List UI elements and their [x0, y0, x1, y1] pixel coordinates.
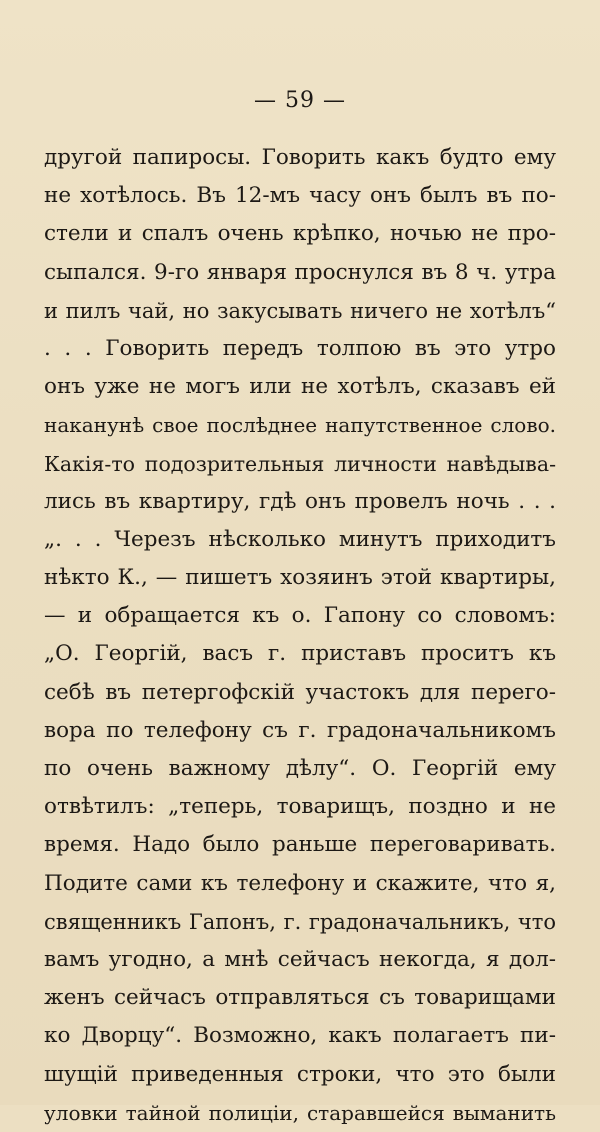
- text-line: себѣ въ петергофскій участокъ для перего-: [44, 679, 556, 705]
- text-line: ко Дворцу“. Возможно, какъ полагаетъ пи-: [44, 1023, 556, 1049]
- text-line: стели и спалъ очень крѣпко, ночью не про-: [44, 221, 556, 247]
- text-line: Подите сами къ телефону и скажите, что я,: [44, 870, 556, 896]
- text-line: сыпался. 9-го января проснулся въ 8 ч. утра: [44, 259, 556, 285]
- text-line: отвѣтилъ: „теперь, товарищъ, поздно и не: [44, 794, 556, 820]
- text-line: вамъ угодно, а мнѣ сейчасъ некогда, я дол-: [44, 946, 556, 972]
- body-text: [44, 139, 556, 1132]
- text-line: не хотѣлось. Въ 12-мъ часу онъ былъ въ по-: [44, 183, 556, 209]
- text-line: Какія-то подозрительныя личности навѣдыва-: [44, 451, 556, 476]
- text-line: шущій приведенныя строки, что это были: [44, 1061, 556, 1087]
- text-line: . . . Говорить передъ толпою въ это утро: [44, 335, 556, 361]
- text-line: священникъ Гапонъ, г. градоначальникъ, что: [44, 909, 556, 934]
- text-line: „О. Георгій, васъ г. приставъ проситъ къ: [44, 641, 556, 667]
- text-line: онъ уже не могъ или не хотѣлъ, сказавъ ей: [44, 374, 556, 400]
- text-line: время. Надо было раньше переговаривать.: [44, 832, 556, 858]
- page-number: — 59 —: [254, 88, 346, 113]
- text-line: уловки тайной полиціи, старавшейся выманить: [44, 1100, 556, 1125]
- text-line: другой папиросы. Говорить какъ будто ему: [44, 145, 556, 170]
- text-line: — и обращается къ о. Гапону со словомъ:: [44, 603, 556, 629]
- text-line: и пилъ чай, но закусывать ничего не хотѣлъ“: [44, 298, 556, 323]
- text-line: наканунѣ свое послѣднее напутственное слово.: [44, 413, 556, 438]
- text-line: нѣкто К., — пишетъ хозяинъ этой квартиры,: [44, 565, 556, 591]
- text-line: вора по телефону съ г. градоначальникомъ: [44, 717, 556, 743]
- text-line: женъ сейчасъ отправляться съ товарищами: [44, 985, 556, 1011]
- text-line: „. . . Черезъ нѣсколько минутъ приходитъ: [44, 526, 556, 552]
- text-line: по очень важному дѣлу“. О. Георгій ему: [44, 756, 556, 781]
- text-line: лись въ квартиру, гдѣ онъ провелъ ночь . . .: [44, 488, 556, 514]
